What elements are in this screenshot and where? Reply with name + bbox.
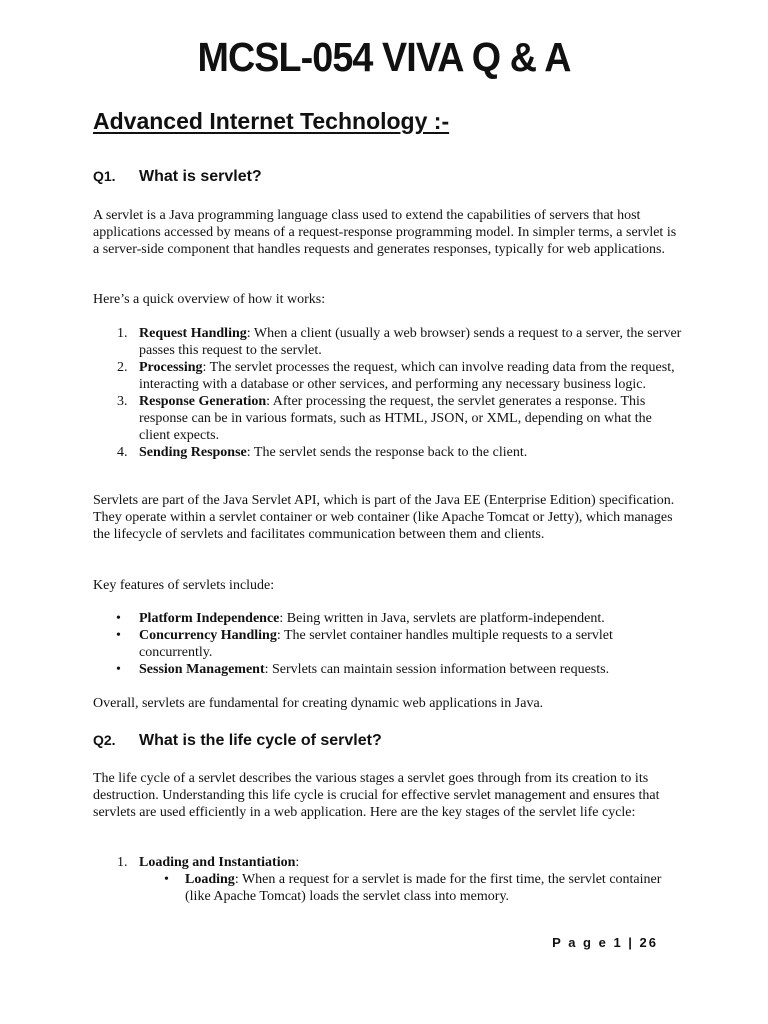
list-marker: 1. [117, 326, 128, 341]
question-number: Q2. [93, 732, 116, 748]
list-item-text: : After processing the request, the servlet generates a response. This response can be in various formats, such as HTML, JSON, or XML, depending on what the client expects. [139, 394, 652, 443]
q2-intro-paragraph: The life cycle of a servlet describes the various stages a servlet goes through from its creation to its destruction. Understanding this life cycle is crucial for effective servlet management and ensures that servlets are used efficiently in a web application. Here are the key stages of the servlet life cycle: [93, 771, 660, 820]
question-text: What is the life cycle of servlet? [139, 732, 382, 749]
list-item [93, 359, 683, 393]
sub-list-item [139, 871, 683, 905]
q1-steps-list [93, 325, 683, 461]
q1-intro-paragraph: A servlet is a Java programming language class used to extend the capabilities of servers that host applications accessed by means of a request-response programming model. In simpler terms, a servlet is a server-side component that handles requests and generates responses, typically for web applications. [93, 208, 677, 257]
question-text: What is servlet? [139, 168, 262, 185]
list-item-text: : The servlet processes the request, which can involve reading data from the request, interacting with a database or other services, and performing any necessary business logic. [139, 360, 675, 392]
list-item-term: Loading and Instantiation [139, 855, 296, 870]
list-item-term: Concurrency Handling [139, 628, 277, 643]
list-item-term: Session Management [139, 662, 265, 677]
list-marker: 2. [117, 360, 128, 375]
page-number-footer: P a g e 1 | 26 [552, 935, 658, 950]
list-item-term: Platform Independence [139, 611, 280, 626]
bullet-icon: • [116, 628, 121, 643]
list-item-text: : The servlet sends the response back to the client. [246, 445, 528, 460]
list-item [93, 393, 683, 444]
list-item [93, 661, 683, 678]
question-number: Q1. [93, 168, 116, 184]
q1-conclusion: Overall, servlets are fundamental for creating dynamic web applications in Java. [93, 696, 544, 711]
list-item [93, 325, 683, 359]
list-item-term: Response Generation [139, 394, 267, 409]
question-heading-q2 [93, 730, 382, 751]
list-item-text: : When a client (usually a web browser) sends a request to a server, the server passes this request to the servlet. [139, 326, 682, 358]
list-item-text: : Being written in Java, servlets are platform-independent. [279, 611, 605, 626]
list-item-term: Processing [139, 360, 203, 375]
list-item-text: : The servlet container handles multiple requests to a servlet concurrently. [139, 628, 613, 660]
bullet-icon: • [116, 662, 121, 677]
bullet-icon: • [164, 872, 169, 887]
list-item [93, 854, 683, 905]
list-item [93, 627, 683, 661]
section-heading: Advanced Internet Technology :- [93, 108, 450, 134]
q1-api-paragraph: Servlets are part of the Java Servlet API, which is part of the Java EE (Enterprise Edition) specification. They operate within a servlet container or web container (like Apache Tomcat or Jetty), which manages the lifecycle of servlets and facilitates communication between them and clients. [93, 493, 675, 542]
list-marker: 4. [117, 445, 128, 460]
q1-overview-lead: Here’s a quick overview of how it works: [93, 292, 326, 307]
list-item [93, 444, 683, 461]
bullet-icon: • [116, 611, 121, 626]
list-item-term: Sending Response [139, 445, 247, 460]
q1-features-lead: Key features of servlets include: [93, 578, 275, 593]
list-item-text: : [295, 855, 300, 870]
list-marker: 3. [117, 394, 128, 409]
list-item-text: : When a request for a servlet is made for the first time, the servlet container (like Apache Tomcat) loads the servlet class into memory. [185, 872, 662, 904]
list-marker: 1. [117, 855, 128, 870]
list-item-text: : Servlets can maintain session information between requests. [264, 662, 610, 677]
list-item-term: Request Handling [139, 326, 247, 341]
page-title: MCSL-054 VIVA Q & A [197, 34, 571, 80]
q1-features-list [93, 610, 683, 678]
sub-list [139, 871, 683, 905]
question-heading-q1 [93, 166, 262, 187]
list-item-term: Loading [185, 872, 235, 887]
list-item [93, 610, 683, 627]
q2-stages-list [93, 854, 683, 905]
